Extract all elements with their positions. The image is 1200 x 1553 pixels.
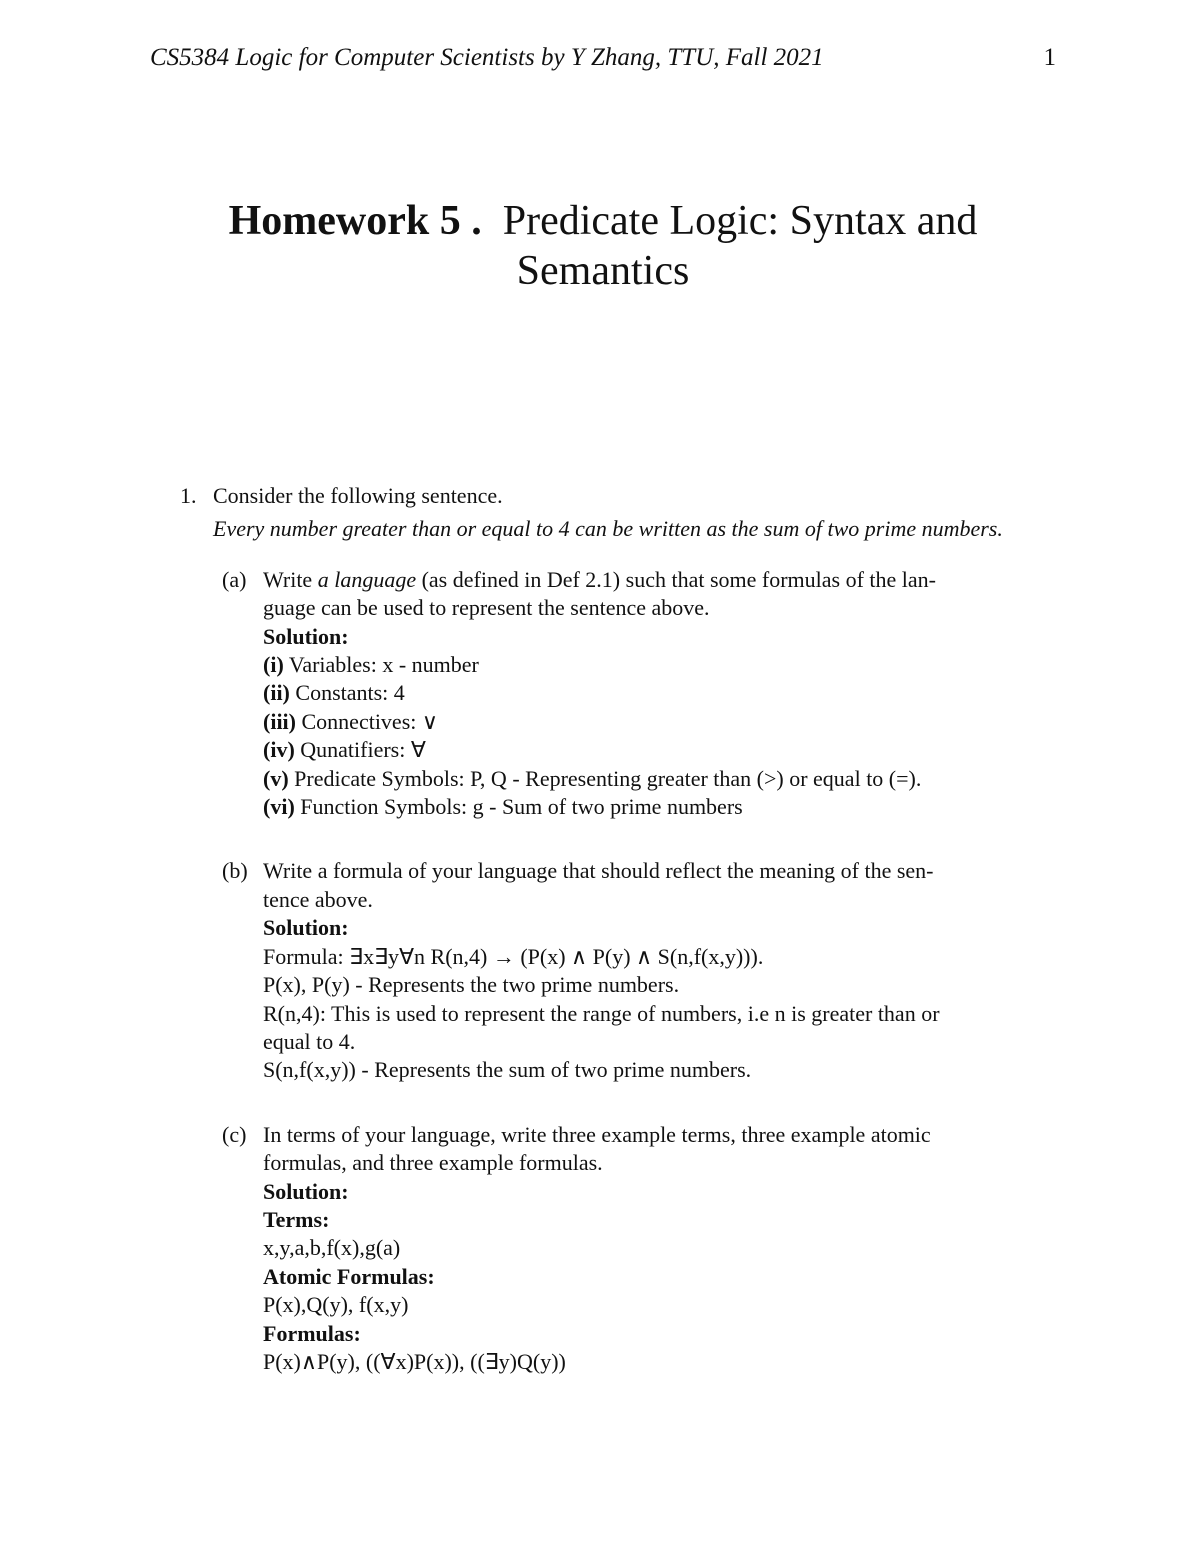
part-a-item-v: (v) Predicate Symbols: P, Q - Representing greater than (>) or equal to (=). — [263, 765, 922, 791]
running-title: CS5384 Logic for Computer Scientists by Y Zhang, TTU, Fall 2021 — [150, 44, 824, 71]
part-a-solution-heading: Solution: — [263, 623, 349, 649]
question-1 — [150, 482, 1056, 1376]
title-bold: Homework 5 . — [228, 198, 482, 244]
part-a-item-i: (i) Variables: x - number — [263, 652, 479, 678]
part-c-solution-heading: Solution: — [263, 1178, 349, 1204]
part-a-text: Write — [263, 566, 318, 592]
part-a-item-ii: (ii) Constants: 4 — [263, 680, 405, 706]
part-b — [150, 857, 1056, 1084]
part-a-item-iv: (iv) Qunatifiers: ∀ — [263, 737, 426, 763]
part-b-line: P(x), P(y) - Represents the two prime numbers. — [263, 972, 680, 998]
part-b-line: S(n,f(x,y)) - Represents the sum of two prime numbers. — [263, 1057, 752, 1083]
part-a-item-vi: (vi) Function Symbols: g - Sum of two prime numbers — [263, 794, 743, 820]
part-a-question-line2: guage can be used to represent the sentence above. — [263, 595, 710, 621]
formulas-list: P(x)∧P(y), ((∀x)P(x)), ((∃y)Q(y)) — [263, 1348, 566, 1374]
part-c — [150, 1121, 1056, 1377]
part-c-question-line2: formulas, and three example formulas. — [263, 1150, 603, 1176]
running-header — [150, 44, 1056, 80]
question-sentence: Every number greater than or equal to 4 can be written as the sum of two prime numbers. — [213, 516, 1003, 542]
title-line1: Predicate Logic: Syntax and — [502, 198, 978, 244]
atomic-formulas-list: P(x),Q(y), f(x,y) — [263, 1292, 409, 1318]
title-line2: Semantics — [516, 248, 690, 294]
formulas-heading: Formulas: — [263, 1320, 361, 1346]
question-number: 1. — [180, 483, 197, 508]
terms-list: x,y,a,b,f(x),g(a) — [263, 1235, 401, 1261]
part-b-solution-heading: Solution: — [263, 915, 349, 941]
page-number: 1 — [1043, 44, 1056, 71]
part-a-item-iii: (iii) Connectives: ∨ — [263, 708, 438, 734]
part-b-label: (b) — [222, 858, 248, 884]
terms-heading: Terms: — [263, 1206, 330, 1232]
part-b-question-line2: tence above. — [263, 886, 373, 912]
atomic-formulas-heading: Atomic Formulas: — [263, 1263, 435, 1289]
part-b-formula: Formula: ∃x∃y∀n R(n,4) → (P(x) ∧ P(y) ∧ S(n,f(x,y))). — [263, 943, 764, 969]
part-b-line: equal to 4. — [263, 1028, 356, 1054]
part-a-label: (a) — [222, 566, 247, 592]
homework-title — [150, 196, 1056, 296]
part-c-question-line1: In terms of your language, write three example terms, three example atomic — [263, 1121, 931, 1147]
part-a — [150, 566, 1056, 822]
part-c-label: (c) — [222, 1121, 247, 1147]
question-prompt: Consider the following sentence. — [213, 483, 503, 508]
part-b-line: R(n,4): This is used to represent the range of numbers, i.e n is greater than or — [263, 1000, 940, 1026]
part-a-emphasis: a language — [317, 566, 417, 592]
part-a-text-post: (as defined in Def 2.1) such that some formulas of the lan- — [416, 566, 936, 592]
part-b-question-line1: Write a formula of your language that should reflect the meaning of the sen- — [263, 858, 934, 884]
